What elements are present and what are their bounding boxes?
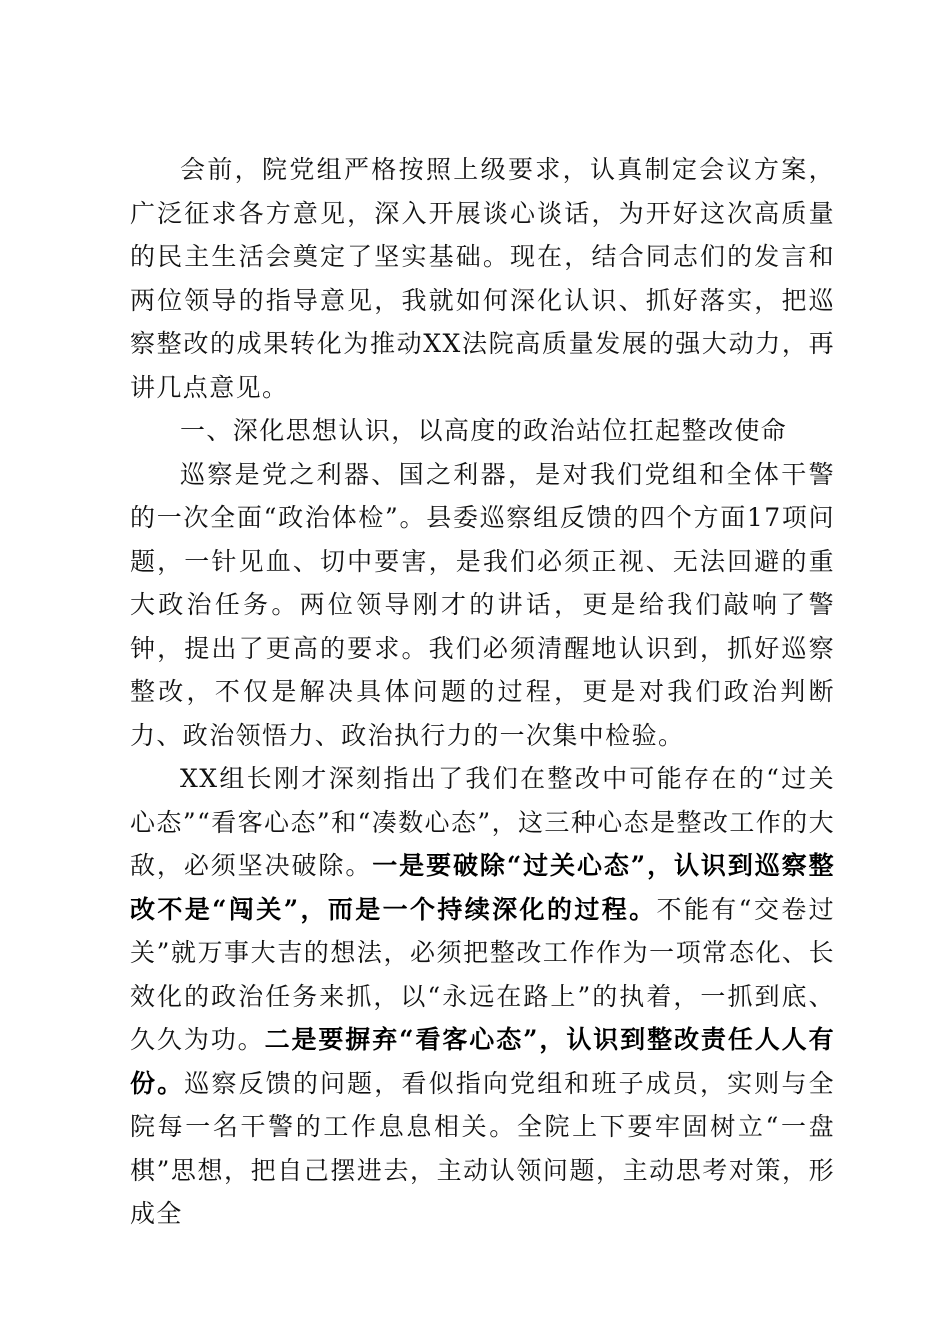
point-two-text: 巡察反馈的问题，看似指向党组和班子成员，实则与全院每一名干警的工作息息相关。全院上下要牢固树立“一盘棋”思想，把自己摆进去，主动认领问题，主动思考对策，形成全 (130, 1068, 835, 1228)
paragraph-inspection: 巡察是党之利器、国之利器，是对我们党组和全体干警的一次全面“政治体检”。县委巡察组反馈的四个方面17项问题，一针见血、切中要害，是我们必须正视、无法回避的重大政治任务。两位领导刚才的讲话，更是给我们敲响了警钟，提出了更高的要求。我们必须清醒地认识到，抓好巡察整改，不仅是解决具体问题的过程，更是对我们政治判断力、政治领悟力、政治执行力的一次集中检验。 (130, 459, 835, 750)
document-body (130, 148, 835, 1236)
paragraph-intro: 会前，院党组严格按照上级要求，认真制定会议方案，广泛征求各方意见，深入开展谈心谈话，为开好这次高质量的民主生活会奠定了坚实基础。现在，结合同志们的发言和两位领导的指导意见，我就如何深化认识、抓好落实，把巡察整改的成果转化为推动XX法院高质量发展的强大动力，再讲几点意见。 (130, 155, 835, 402)
mindsets-intro-text: XX组长刚才深刻指出了我们在整改中可能存在的“过关心态”“看客心态”和“凑数心态”，这三种心态是整改工作的大敌，必须坚决破除。 (130, 764, 835, 880)
paragraph-mindsets (130, 757, 835, 1236)
bold-point-two: 二是要摒弃“看客心态”，认识到整改责任人人有份。 (130, 1025, 835, 1098)
section-heading-1: 一、深化思想认识，以高度的政治站位扛起整改使命 (180, 416, 788, 445)
point-one-text: 不能有“交卷过关”就万事大吉的想法，必须把整改工作作为一项常态化、长效化的政治任务来抓，以“永远在路上”的执着，一抓到底、久久为功。 (130, 894, 835, 1054)
bold-point-one: 一是要破除“过关心态”，认识到巡察整改不是“闯关”，而是一个持续深化的过程。 (130, 851, 835, 924)
